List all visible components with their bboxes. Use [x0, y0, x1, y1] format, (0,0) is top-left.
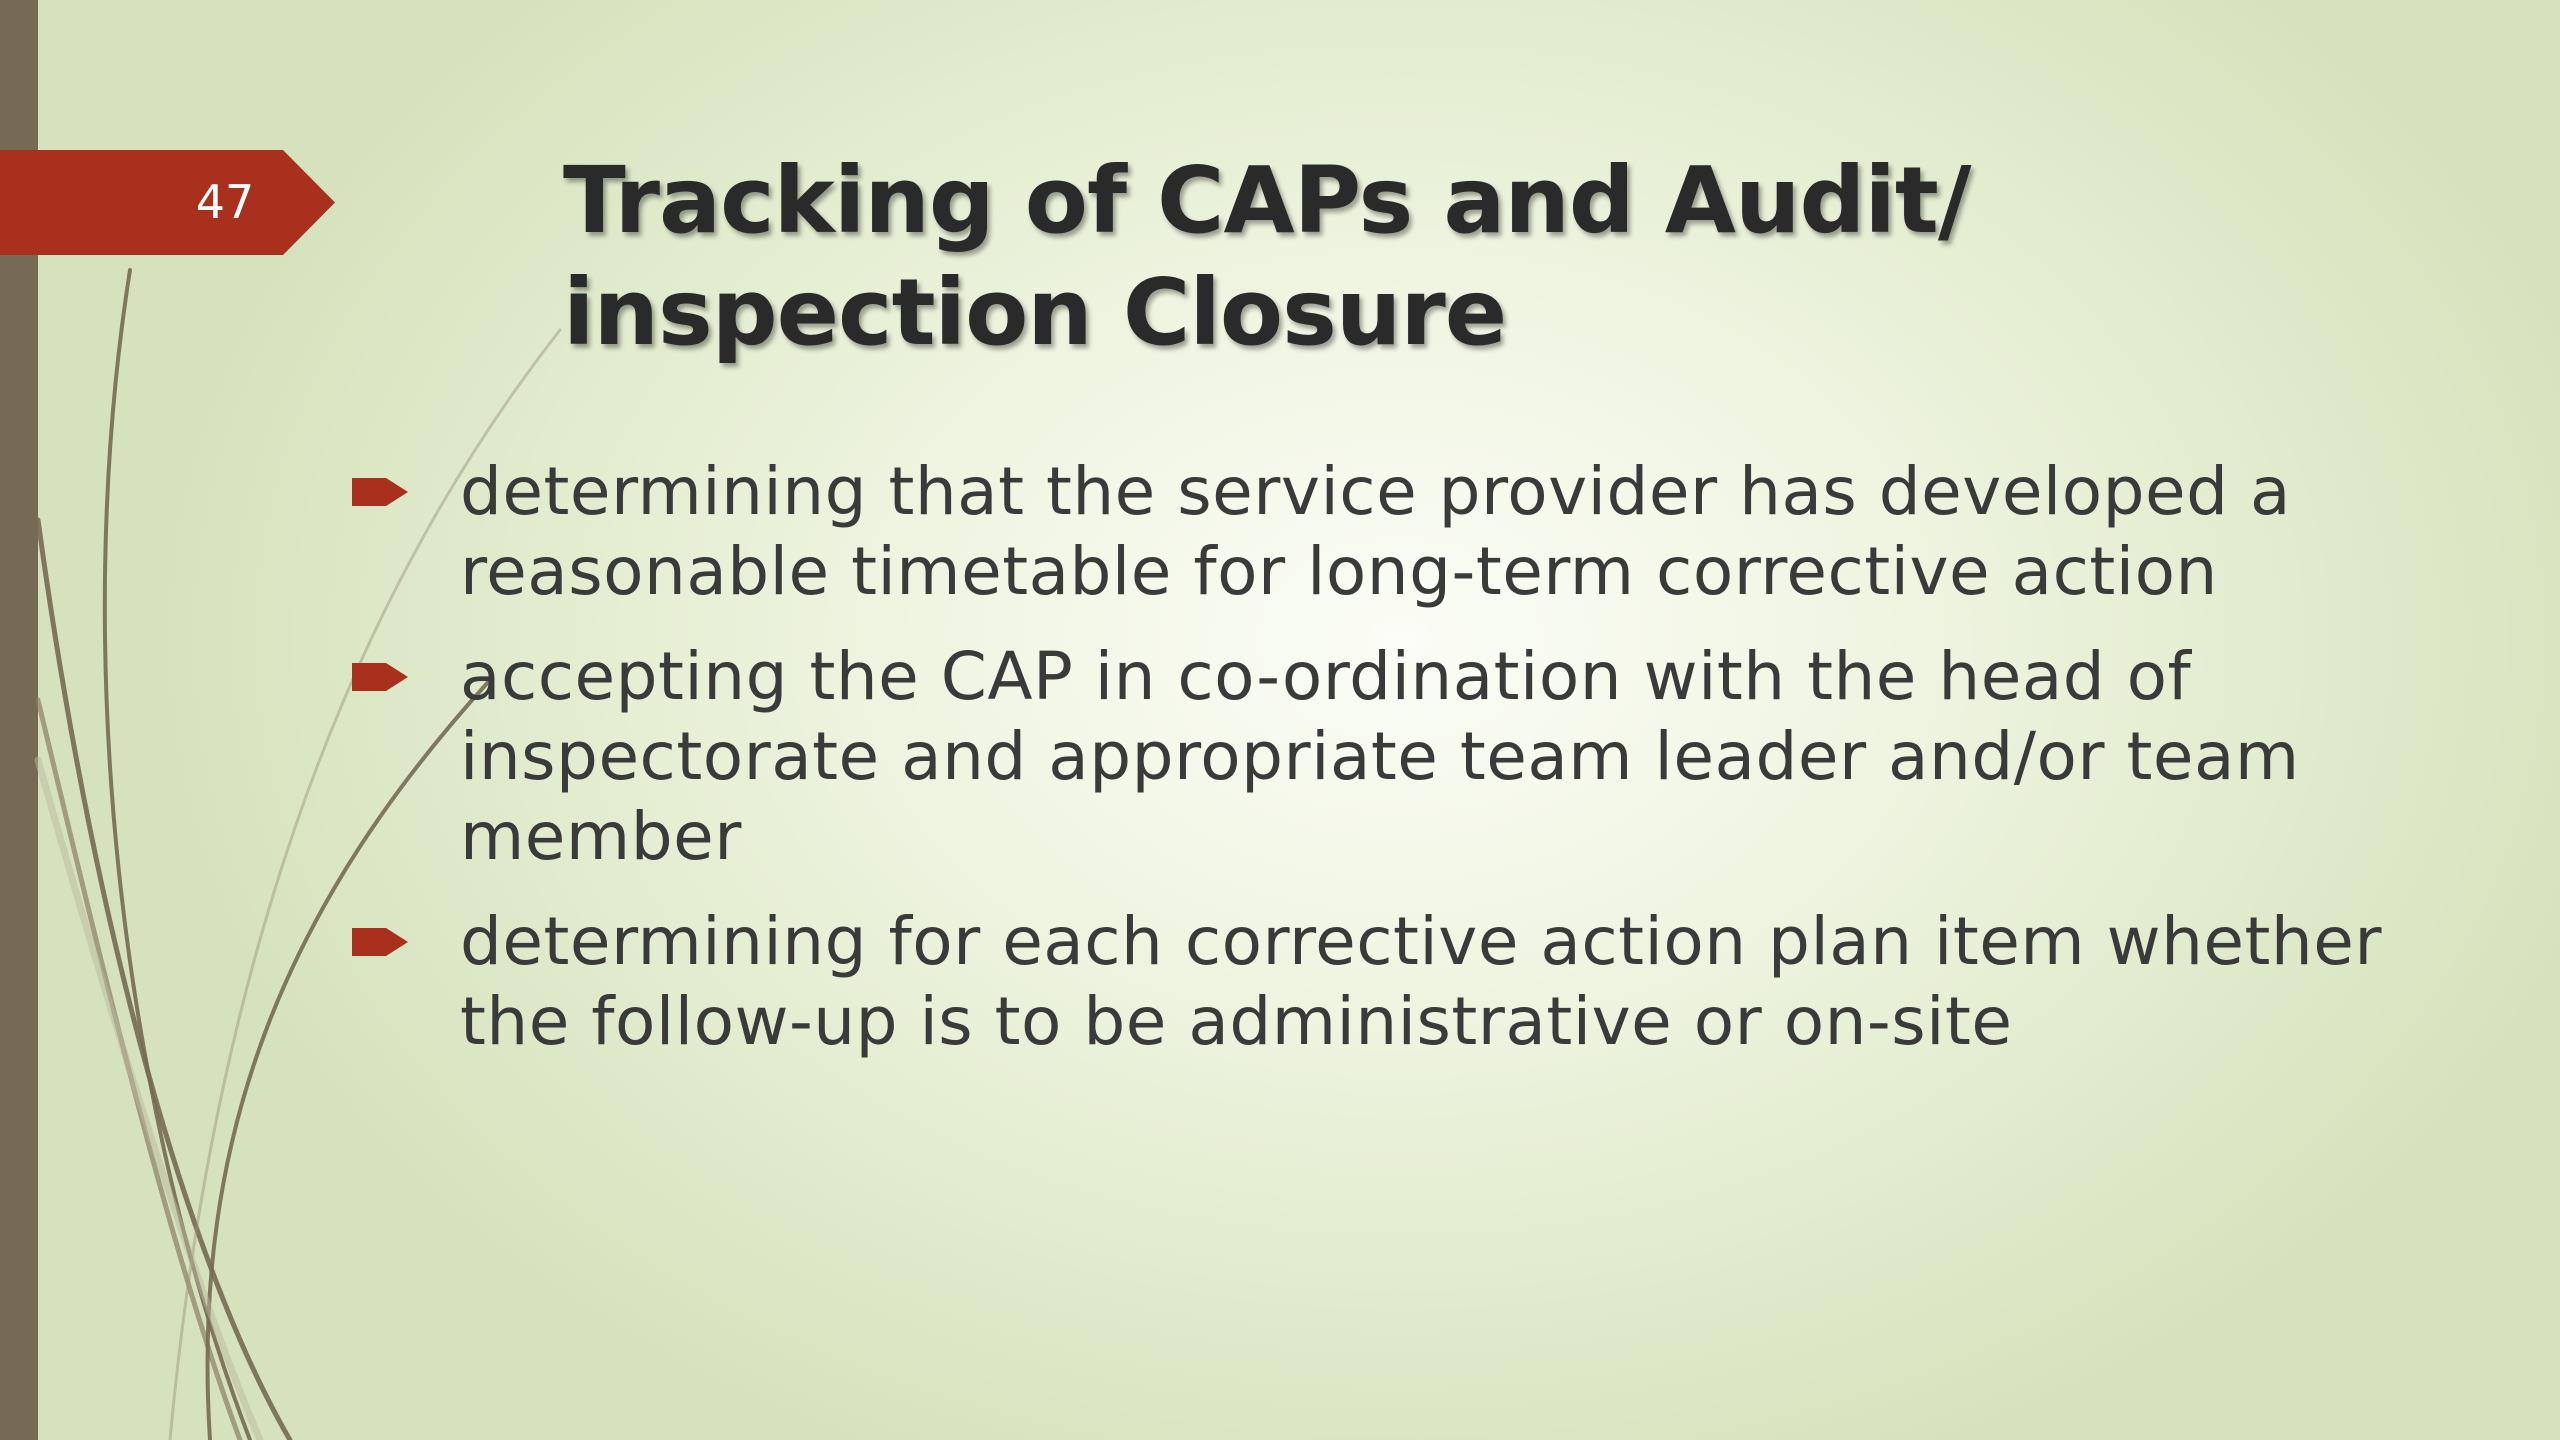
bullet-text: accepting the CAP in co-ordination with the head of inspectorate and appropriate team leader and/or team member: [460, 638, 2300, 875]
bullet-list: [352, 452, 2412, 1087]
arrow-bullet-icon: [352, 659, 408, 695]
slide-number-tab: [0, 150, 335, 255]
slide-title: Tracking of CAPs and Audit/ inspection Closure: [563, 147, 1971, 366]
arrow-bullet-icon: [352, 474, 408, 510]
bullet-item: [352, 452, 2412, 612]
arrow-bullet-icon: [352, 924, 408, 960]
bullet-item: [352, 902, 2412, 1062]
bullet-text: determining for each corrective action plan item whether the follow-up is to be administrative or on-site: [460, 903, 2382, 1060]
bullet-item: [352, 637, 2412, 877]
slide-number: 47: [195, 175, 255, 229]
bullet-text: determining that the service provider has developed a reasonable timetable for long-term corrective action: [460, 453, 2291, 610]
